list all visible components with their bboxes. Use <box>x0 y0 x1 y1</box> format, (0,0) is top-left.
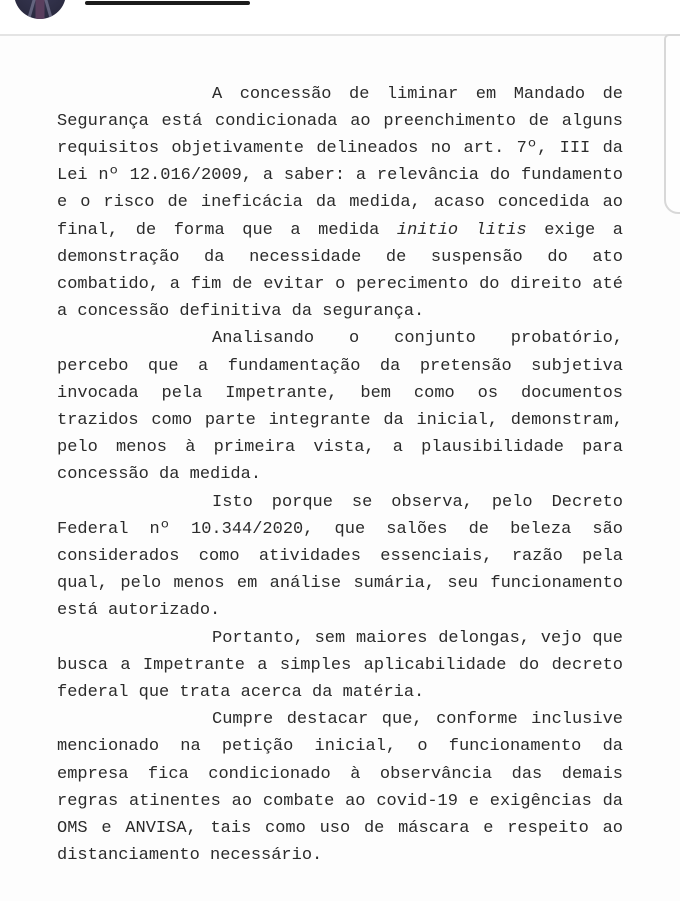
document-paragraph <box>57 625 623 707</box>
redacted-name-bar <box>85 1 250 5</box>
paragraph-text: Portanto, sem maiores delongas, vejo que busca a Impetrante a simples aplicabilidade do decreto federal que trata acerca da matéria. <box>57 628 623 702</box>
document-body <box>57 81 623 870</box>
scrollbar-thumb[interactable] <box>664 34 680 214</box>
document-paragraph <box>57 489 623 625</box>
document-paragraph <box>57 81 623 326</box>
italic-phrase: initio litis <box>396 220 527 240</box>
paragraph-text: exige a demonstração da necessidade de suspensão do ato combatido, a fim de evitar o perecimento do direito até a concessão definitiva da segurança. <box>57 220 623 322</box>
avatar-tie <box>36 0 45 19</box>
paragraph-text: Isto porque se observa, pelo Decreto Federal nº 10.344/2020, que salões de beleza são considerados como atividades essenciais, razão pela qual, pelo menos em análise sumária, seu funcionamento está autorizado. <box>57 492 623 621</box>
document-paragraph <box>57 706 623 869</box>
document-paragraph <box>57 325 623 488</box>
paragraph-text: Analisando o conjunto probatório, percebo que a fundamentação da pretensão subjetiva invocada pela Impetrante, bem como os documentos trazidos como parte integrante da inicial, demonstram, pelo menos à primeira vista, a plausibilidade para concessão da medida. <box>57 329 623 485</box>
paragraph-text: Cumpre destacar que, conforme inclusive mencionado na petição inicial, o funcionamento da empresa fica condicionado à observância das demais regras atinentes ao combate ao covid-19 e exigências da OMS e ANVISA, tais como uso de máscara e respeito ao distanciamento necessário. <box>57 710 623 866</box>
paragraph-text: A concessão de liminar em Mandado de Segurança está condicionada ao preenchimento de alguns requisitos objetivamente delineados no art. 7º, III da Lei nº 12.016/2009, a saber: a relevância do fundamento e o risco de ineficácia da medida, acaso concedida ao final, de forma que a medida <box>57 84 623 240</box>
header <box>0 0 680 34</box>
avatar-lapel-right <box>43 0 54 19</box>
document-page <box>57 36 623 870</box>
person-in-suit-avatar-icon[interactable] <box>14 0 66 19</box>
